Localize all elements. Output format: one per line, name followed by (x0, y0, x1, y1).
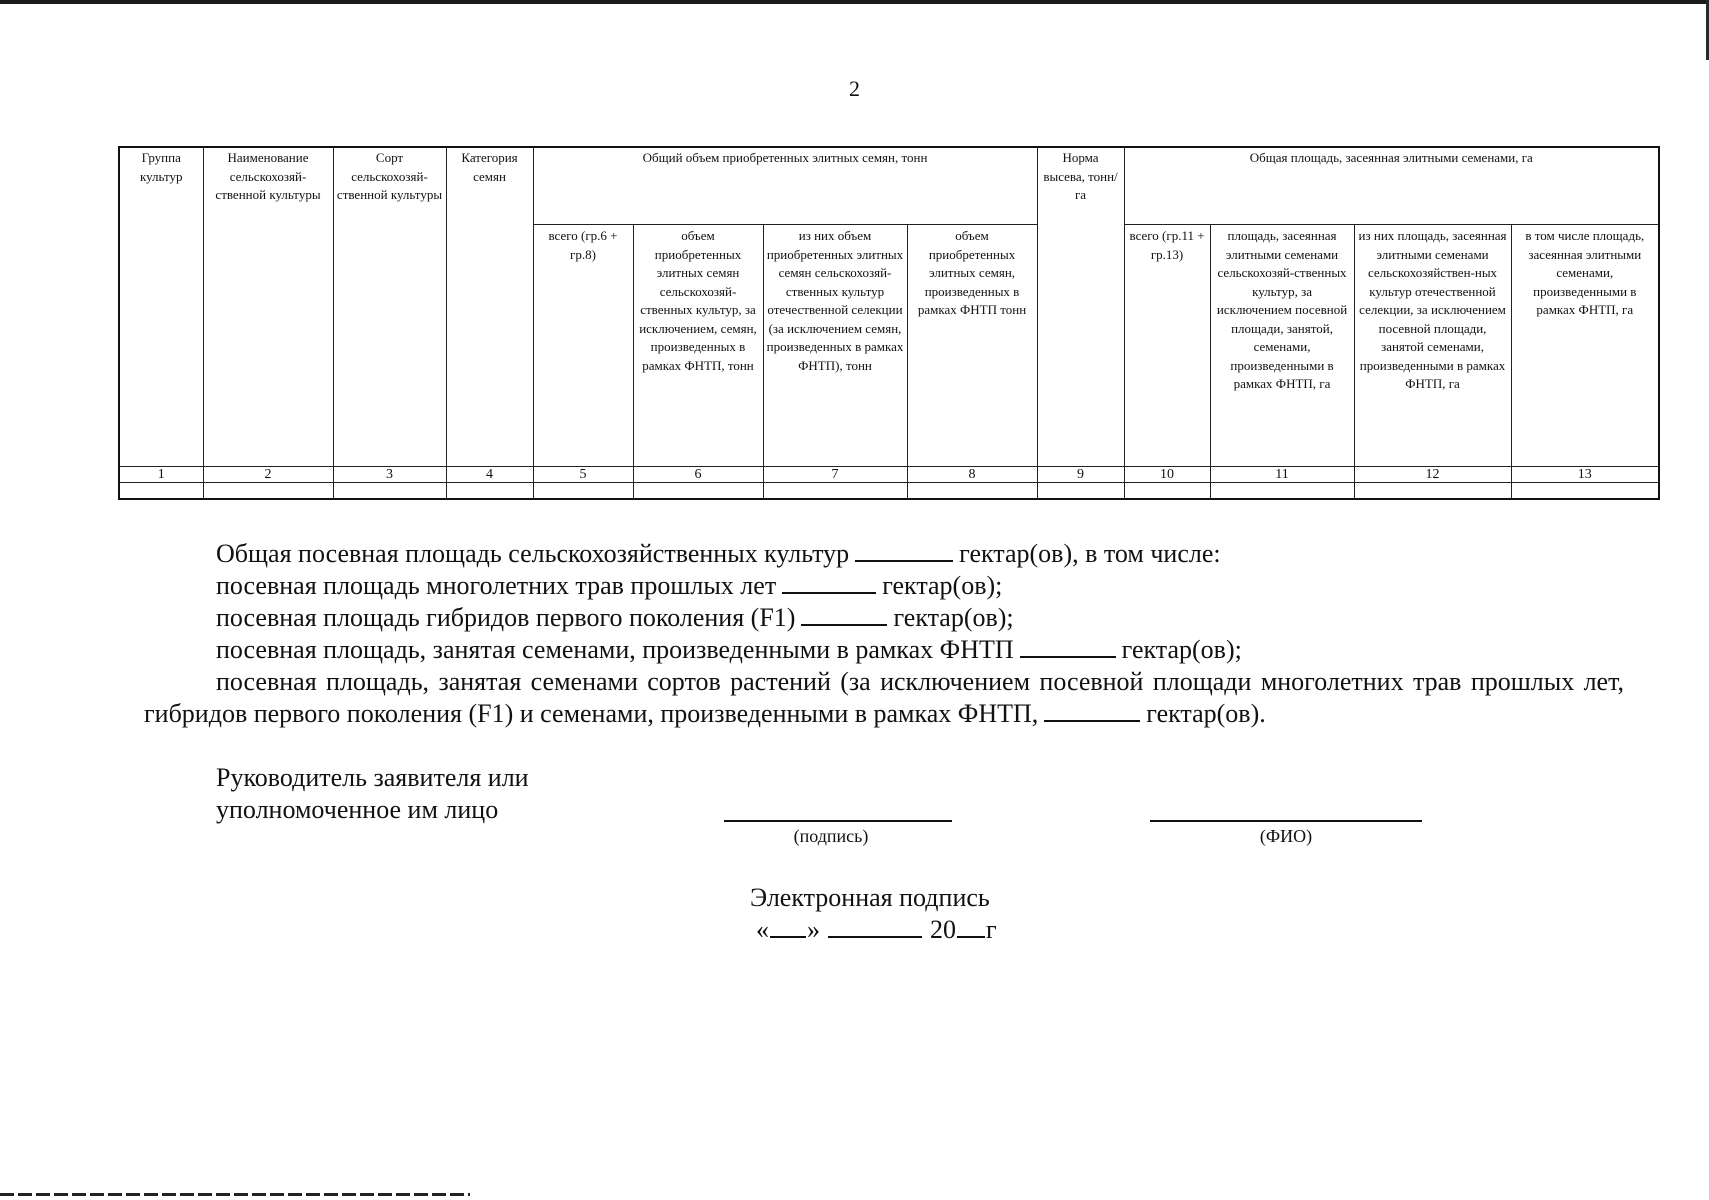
header-group-area: Общая площадь, засеянная элитными семенами, га (1124, 147, 1659, 225)
name-caption: (ФИО) (1259, 826, 1313, 846)
table-header-row (119, 147, 1659, 225)
varieties-area-unit: гектар(ов). (1146, 699, 1266, 728)
column-number: 6 (633, 467, 763, 483)
table-cell[interactable] (1124, 483, 1210, 500)
perennial-area-line (216, 570, 1002, 602)
column-number-row (119, 467, 1659, 483)
total-area-unit: гектар(ов), в том числе: (959, 539, 1221, 568)
day-blank[interactable] (770, 914, 806, 938)
signatory-role-line2: уполномоченное им лицо (216, 795, 499, 824)
table-cell[interactable] (533, 483, 633, 500)
table-cell[interactable] (119, 483, 203, 500)
header-seeding-rate: Норма высева, тонн/га (1037, 147, 1124, 467)
scan-border-bottom (0, 1193, 470, 1196)
header-group-volume: Общий объем приобретенных элитных семян, тонн (533, 147, 1037, 225)
header-area-total: всего (гр.11 + гр.13) (1124, 225, 1210, 467)
table-cell[interactable] (1354, 483, 1511, 500)
total-area-label: Общая посевная площадь сельскохозяйственных культур (216, 539, 850, 568)
header-area-excl-fntp: площадь, засеянная элитными семенами сельскохозяй-ственных культур, за исключением посевной площади, занятой, семенами, произведенными в рамках ФНТП, га (1210, 225, 1354, 467)
header-crop-name: Наименование сельскохозяй-ственной культуры (203, 147, 333, 467)
fntp-area-blank[interactable] (1020, 634, 1116, 658)
header-volume-domestic: из них объем приобретенных элитных семян сельскохозяй-ственных культур отечественной селекции (за исключением семян, произведенных в рамках ФНТП), тонн (763, 225, 907, 467)
month-blank[interactable] (828, 914, 922, 938)
total-area-blank[interactable] (855, 538, 953, 562)
fntp-area-line (216, 634, 1242, 666)
header-volume-excl-fntp: объем приобретенных элитных семян сельскохозяй-ственных культур, за исключением, семян, произведенных в рамках ФНТП, тонн (633, 225, 763, 467)
hybrid-area-label: посевная площадь гибридов первого поколения (F1) (216, 603, 796, 632)
table-cell[interactable] (203, 483, 333, 500)
table-cell[interactable] (907, 483, 1037, 500)
table-cell[interactable] (633, 483, 763, 500)
table-cell[interactable] (1037, 483, 1124, 500)
hybrid-area-line (216, 602, 1014, 634)
column-number: 4 (446, 467, 533, 483)
hybrid-area-unit: гектар(ов); (893, 603, 1014, 632)
fntp-area-label: посевная площадь, занятая семенами, произведенными в рамках ФНТП (216, 635, 1014, 664)
date-line (756, 914, 997, 946)
column-number: 10 (1124, 467, 1210, 483)
signature-caption: (подпись) (793, 826, 869, 846)
fntp-area-unit: гектар(ов); (1121, 635, 1242, 664)
varieties-area-blank[interactable] (1044, 698, 1140, 722)
electronic-signature-title: Электронная подпись (750, 883, 990, 912)
close-quote: » (807, 915, 820, 944)
perennial-area-blank[interactable] (782, 570, 876, 594)
open-quote: « (756, 915, 769, 944)
header-volume-total: всего (гр.6 + гр.8) (533, 225, 633, 467)
year-suffix: г (986, 915, 997, 944)
table-cell[interactable] (1210, 483, 1354, 500)
header-crop-group: Группа культур (119, 147, 203, 467)
header-area-domestic: из них площадь, засеянная элитными семенами сельскохозяйствен-ных культур отечественной селекции, за исключением посевной площади, занятой семенами, произведенными в рамках ФНТП, га (1354, 225, 1511, 467)
signature-line[interactable] (724, 820, 952, 822)
varieties-area-label: посевная площадь, занятая семенами сортов растений (за исключением посевной площади многолетних трав прошлых лет, гибридов первого поколения (F1) и семенами, произведенными в рамках ФНТП, (144, 667, 1624, 728)
year-prefix: 20 (930, 915, 956, 944)
column-number: 9 (1037, 467, 1124, 483)
column-number: 7 (763, 467, 907, 483)
name-line[interactable] (1150, 820, 1422, 822)
table-cell[interactable] (446, 483, 533, 500)
total-area-line (216, 538, 1221, 570)
table-cell[interactable] (1511, 483, 1659, 500)
hybrid-area-blank[interactable] (801, 602, 887, 626)
column-number: 3 (333, 467, 446, 483)
table-row (119, 483, 1659, 500)
signatory-role-line1: Руководитель заявителя или (216, 763, 529, 792)
varieties-area-paragraph (144, 666, 1624, 730)
elite-seeds-table (118, 146, 1660, 500)
header-seed-category: Категория семян (446, 147, 533, 467)
column-number: 13 (1511, 467, 1659, 483)
scan-border-top (0, 0, 1709, 4)
table-cell[interactable] (763, 483, 907, 500)
header-area-fntp: в том числе площадь, засеянная элитными семенами, произведенными в рамках ФНТП, га (1511, 225, 1659, 467)
column-number: 11 (1210, 467, 1354, 483)
perennial-area-unit: гектар(ов); (882, 571, 1003, 600)
perennial-area-label: посевная площадь многолетних трав прошлых лет (216, 571, 777, 600)
column-number: 5 (533, 467, 633, 483)
table-cell[interactable] (333, 483, 446, 500)
column-number: 12 (1354, 467, 1511, 483)
header-crop-variety: Сорт сельскохозяй-ственной культуры (333, 147, 446, 467)
column-number: 2 (203, 467, 333, 483)
page-number: 2 (849, 76, 860, 101)
column-number: 8 (907, 467, 1037, 483)
header-volume-fntp: объем приобретенных элитных семян, произведенных в рамках ФНТП тонн (907, 225, 1037, 467)
year-blank[interactable] (957, 914, 985, 938)
column-number: 1 (119, 467, 203, 483)
